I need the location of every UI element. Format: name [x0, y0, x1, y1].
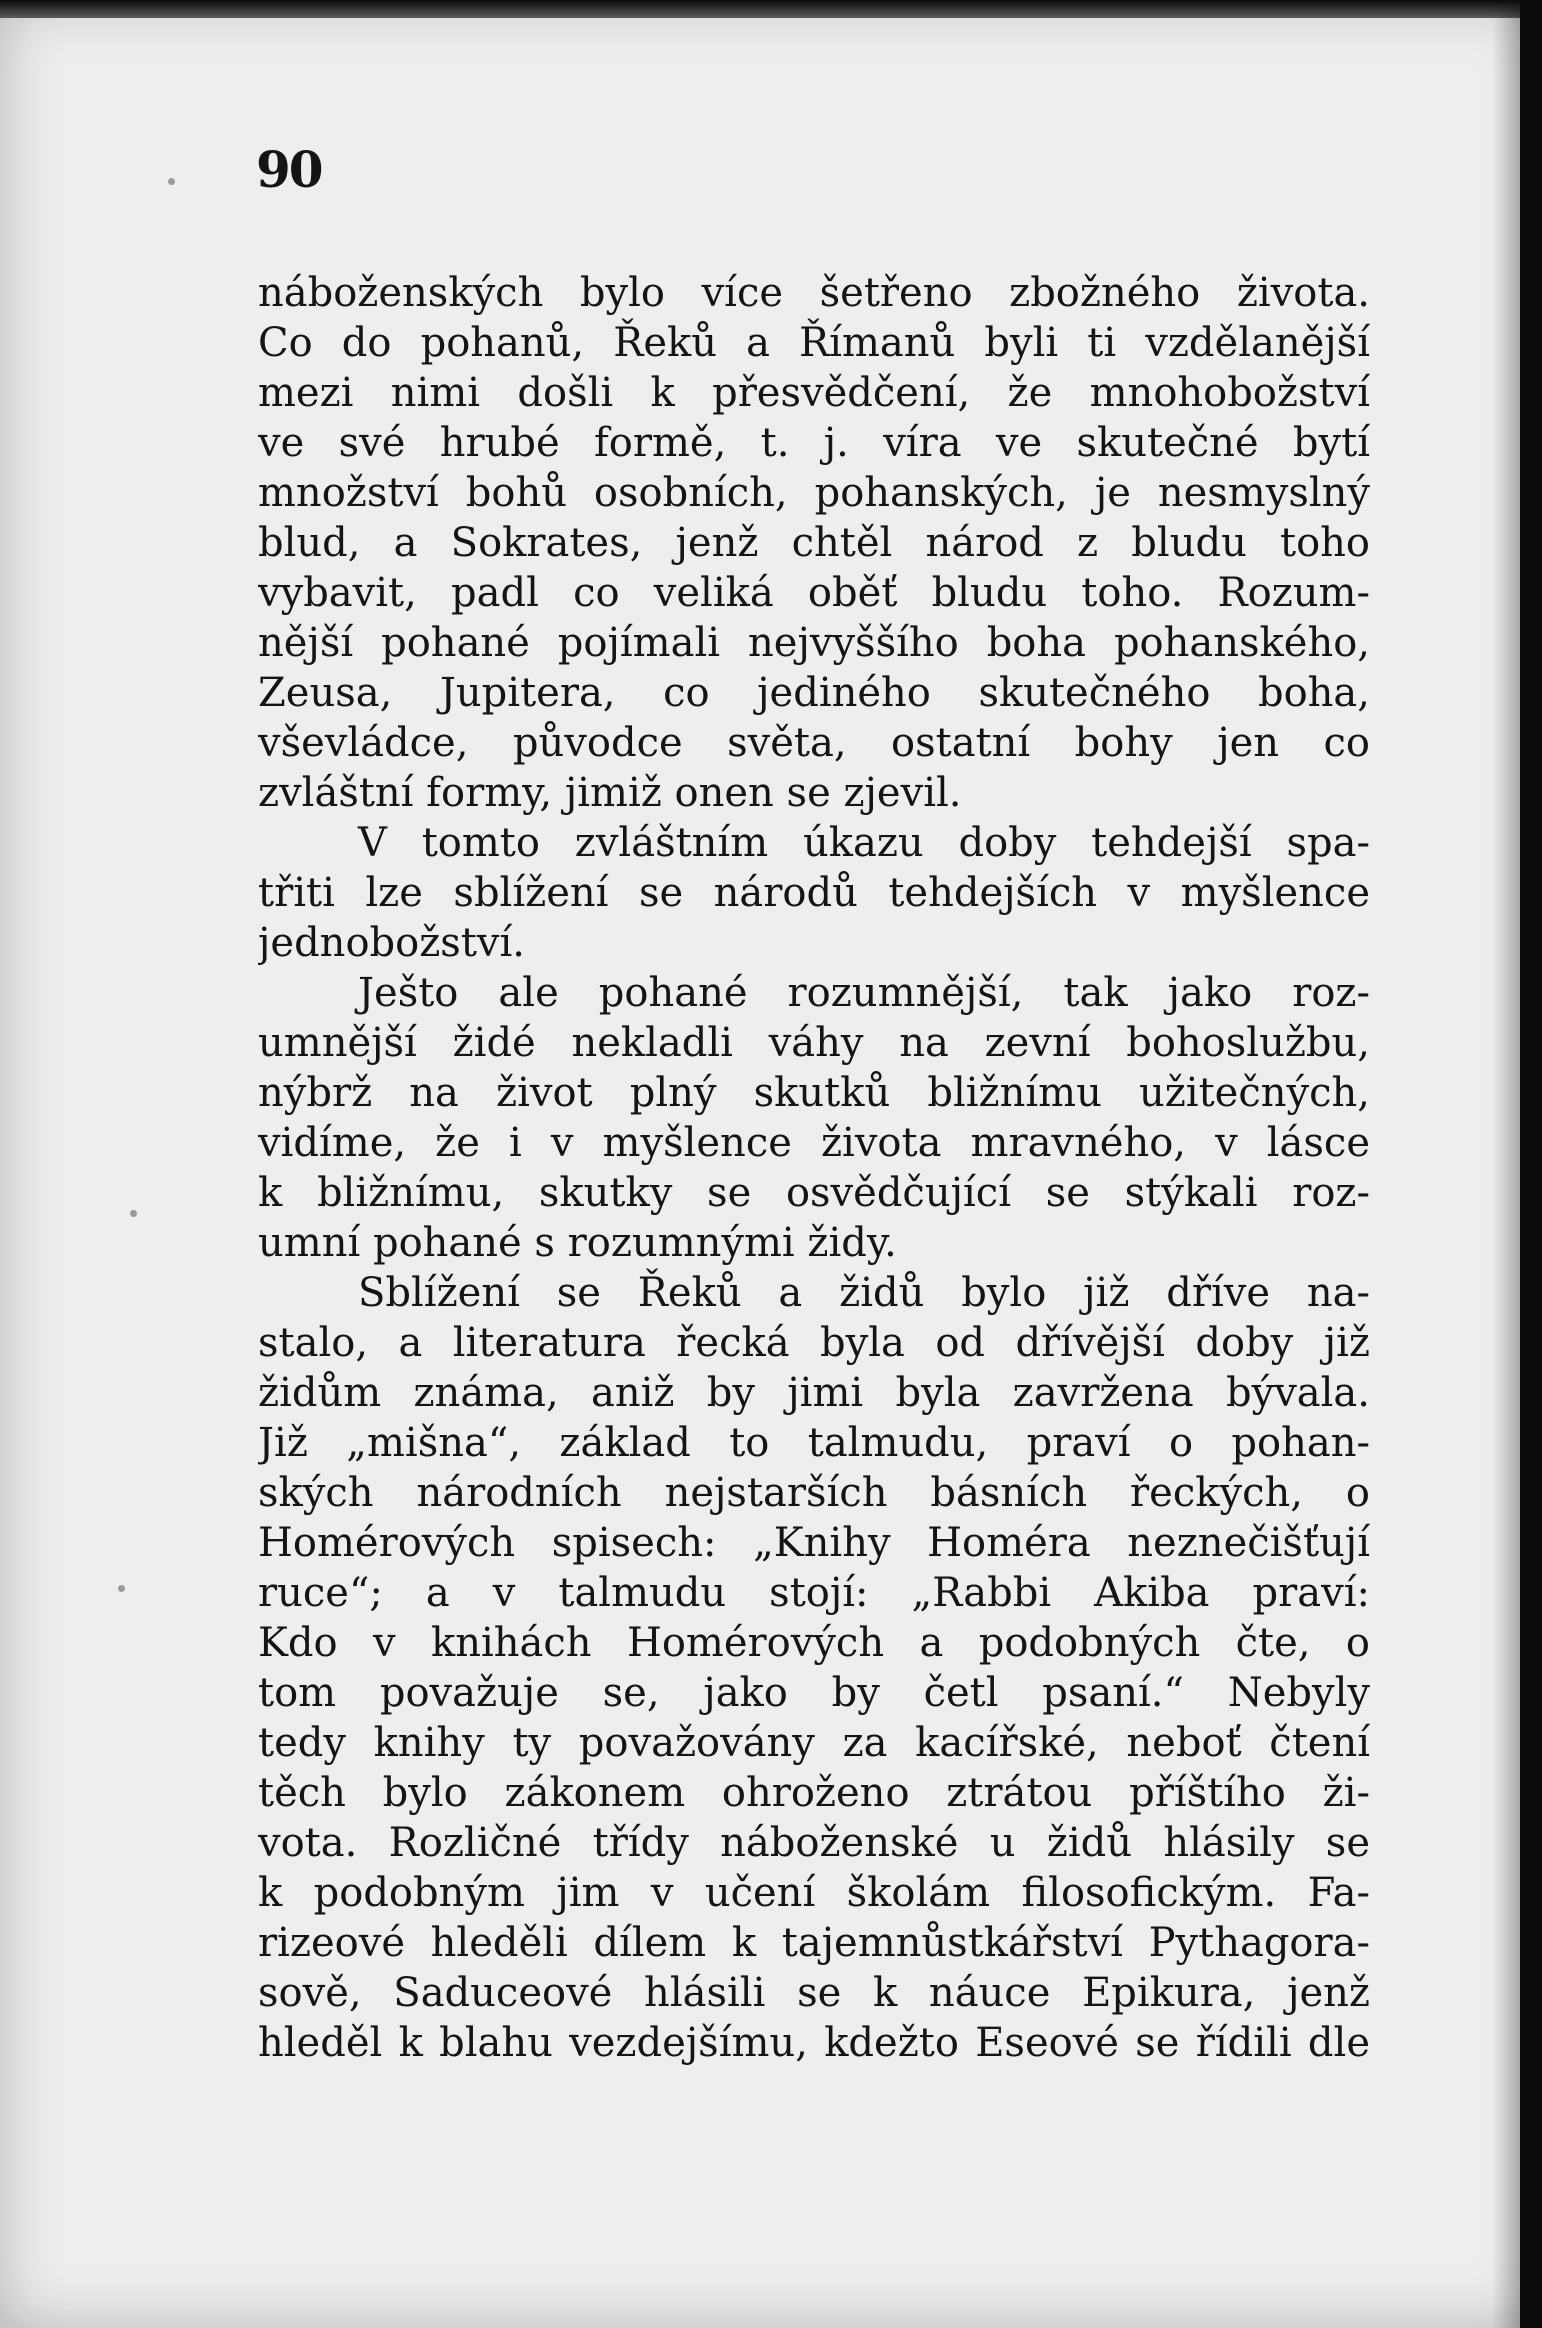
text-line: těch bylo zákonem ohroženo ztrátou příštího ži-	[258, 1770, 1370, 1816]
text-line: tom považuje se, jako by četl psaní.“ Nebyly	[258, 1670, 1370, 1716]
text-line: jednobožství.	[258, 920, 525, 966]
paper-speck	[130, 1210, 137, 1217]
text-line: ských národních nejstarších básních řeckých, o	[258, 1470, 1370, 1516]
text-line: k bližnímu, skutky se osvědčující se stýkali roz-	[258, 1170, 1370, 1216]
text-line: Kdo v knihách Homérových a podobných čte, o	[258, 1620, 1370, 1666]
paper-speck	[118, 1585, 125, 1592]
text-line: rizeové hleděli dílem k tajemnůstkářství Pythagora-	[258, 1920, 1370, 1966]
paper-speck	[168, 178, 175, 185]
text-line: hleděl k blahu vezdejšímu, kdežto Eseové se řídili dle	[258, 2020, 1370, 2066]
text-line: mezi nimi došli k přesvědčení, že mnohobožství	[258, 370, 1370, 416]
text-line: umnější židé nekladli váhy na zevní bohoslužbu,	[258, 1020, 1370, 1066]
text-line: Již „mišna“, základ to talmudu, praví o pohan-	[258, 1420, 1370, 1466]
text-line: vidíme, že i v myšlence života mravného, v lásce	[258, 1120, 1370, 1166]
page-right-edge	[1520, 0, 1542, 2328]
text-line: Sblížení se Řeků a židů bylo již dříve na-	[358, 1270, 1370, 1316]
page-top-edge	[0, 0, 1542, 18]
page-binding-shadow	[1492, 0, 1520, 2328]
text-line: Zeusa, Jupitera, co jediného skutečného boha,	[258, 670, 1370, 716]
text-line: k podobným jim v učení školám filosofickým. Fa-	[258, 1870, 1370, 1916]
text-line: třiti lze sblížení se národů tehdejších v myšlence	[258, 870, 1370, 916]
text-line: nýbrž na život plný skutků bližnímu užitečných,	[258, 1070, 1370, 1116]
text-line: umní pohané s rozumnými židy.	[258, 1220, 897, 1266]
text-line: náboženských bylo více šetřeno zbožného života.	[258, 270, 1370, 316]
text-line: Co do pohanů, Řeků a Římanů byli ti vzdělanější	[258, 320, 1370, 366]
text-line: Homérových spisech: „Knihy Homéra neznečišťují	[258, 1520, 1370, 1566]
page-number: 90	[256, 140, 322, 199]
text-line: ve své hrubé formě, t. j. víra ve skutečné bytí	[258, 420, 1370, 466]
text-line: nější pohané pojímali nejvyššího boha pohanského,	[258, 620, 1370, 666]
text-line: vota. Rozličné třídy náboženské u židů hlásily se	[258, 1820, 1370, 1866]
text-line: zvláštní formy, jimiž onen se zjevil.	[258, 770, 962, 816]
text-line: stalo, a literatura řecká byla od dřívější doby již	[258, 1320, 1370, 1366]
text-line: vybavit, padl co veliká oběť bludu toho. Rozum-	[258, 570, 1370, 616]
text-line: vševládce, původce světa, ostatní bohy jen co	[258, 720, 1370, 766]
text-line: množství bohů osobních, pohanských, je nesmyslný	[258, 470, 1370, 516]
text-line: blud, a Sokrates, jenž chtěl národ z bludu toho	[258, 520, 1370, 566]
body-text	[258, 268, 1370, 2068]
text-line: tedy knihy ty považovány za kacířské, neboť čtení	[258, 1720, 1370, 1766]
text-line: sově, Saduceové hlásili se k náuce Epikura, jenž	[258, 1970, 1370, 2016]
text-line: ruce“; a v talmudu stojí: „Rabbi Akiba praví:	[258, 1570, 1370, 1616]
text-line: židům známa, aniž by jimi byla zavržena bývala.	[258, 1370, 1370, 1416]
text-line: V tomto zvláštním úkazu doby tehdejší spa-	[358, 820, 1370, 866]
text-line: Ješto ale pohané rozumnější, tak jako roz-	[358, 970, 1370, 1016]
